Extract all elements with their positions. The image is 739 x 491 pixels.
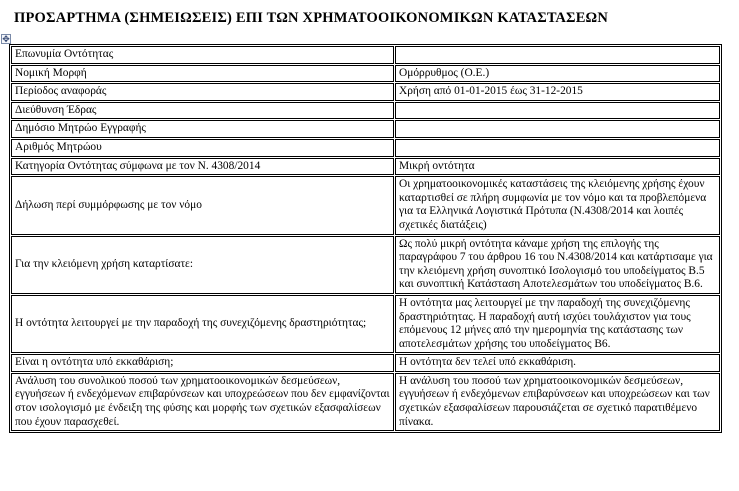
row-label: Ανάλυση του συνολικού ποσού των χρηματοοικονομικών δεσμεύσεων, εγγυήσεων ή ενδεχόμενων επιβαρύνσεων και υποχρεώσεων που δεν εμφανίζονται στον ισολογισμό με ένδειξη της φύσης και μορφής των σχετικών εξασφαλίσεων που έχουν παρασχεθεί. [11,373,394,431]
table-row [11,158,720,176]
table-row [11,236,720,294]
table-row [11,373,720,431]
row-label: Επωνυμία Οντότητας [11,46,394,64]
table-row [11,46,720,64]
entity-info-table [9,44,722,433]
table-row [11,120,720,138]
table-row [11,139,720,157]
table-row [11,295,720,353]
table-row [11,83,720,101]
row-label: Κατηγορία Οντότητας σύμφωνα με τον Ν. 4308/2014 [11,158,394,176]
row-value[interactable]: Μικρή οντότητα [395,158,720,176]
row-label: Η οντότητα λειτουργεί με την παραδοχή της συνεχιζόμενης δραστηριότητας; [11,295,394,353]
table-row [11,354,720,372]
row-value[interactable]: Οι χρηματοοικονομικές καταστάσεις της κλειόμενης χρήσης έχουν καταρτισθεί σε πλήρη συμφωνία με τον νόμο και τα προβλεπόμενα για τα Ελληνικά Λογιστικά Πρότυπα (Ν.4308/2014 και λοιπές σχετικές διατάξεις) [395,176,720,234]
document-title: ΠΡΟΣΑΡΤΗΜΑ (ΣΗΜΕΙΩΣΕΙΣ) ΕΠΙ ΤΩΝ ΧΡΗΜΑΤΟΟΙΚΟΝΟΜΙΚΩΝ ΚΑΤΑΣΤΑΣΕΩΝ [14,10,609,26]
table-row [11,102,720,120]
table-row [11,65,720,83]
row-value[interactable]: Ομόρρυθμος (Ο.Ε.) [395,65,720,83]
row-value[interactable] [395,102,720,120]
row-label: Για την κλειόμενη χρήση καταρτίσατε: [11,236,394,294]
row-label: Νομική Μορφή [11,65,394,83]
row-value[interactable] [395,46,720,64]
row-label: Διεύθυνση Έδρας [11,102,394,120]
row-label: Αριθμός Μητρώου [11,139,394,157]
row-label: Δημόσιο Μητρώο Εγγραφής [11,120,394,138]
row-value[interactable]: Η οντότητα μας λειτουργεί με την παραδοχή της συνεχιζόμενης δραστηριότητας. Η παραδοχή αυτή ισχύει τουλάχιστον για τους επόμενους 12 μήνες από την ημερομηνία της κατάστασης των αποτελεσμάτων χρήσης του υποδείγματος Β6. [395,295,720,353]
row-label: Δήλωση περί συμμόρφωσης με τον νόμο [11,176,394,234]
row-value[interactable]: Ως πολύ μικρή οντότητα κάναμε χρήση της επιλογής της παραγράφου 7 του άρθρου 16 του Ν.4308/2014 και κατάρτισαμε για την κλειόμενη χρήση συνοπτικό Ισολογισμό του υποδείγματος Β.5 και συνοπτική Κατάσταση Αποτελεσμάτων του υποδείγματος Β.6. [395,236,720,294]
row-value[interactable]: Η ανάλυση του ποσού των χρηματοοικονομικών δεσμεύσεων, εγγυήσεων ή ενδεχόμενων επιβαρύνσεων και υποχρεώσεων και των σχετικών εξασφαλίσεων παρουσιάζεται σε σχετικό παρατιθέμενο πίνακα. [395,373,720,431]
row-value[interactable] [395,139,720,157]
table-move-handle-icon[interactable]: ✥ [2,34,10,44]
table-row [11,176,720,234]
row-label: Είναι η οντότητα υπό εκκαθάριση; [11,354,394,372]
row-value[interactable]: Η οντότητα δεν τελεί υπό εκκαθάριση. [395,354,720,372]
row-value[interactable]: Χρήση από 01-01-2015 έως 31-12-2015 [395,83,720,101]
row-value[interactable] [395,120,720,138]
row-label: Περίοδος αναφοράς [11,83,394,101]
